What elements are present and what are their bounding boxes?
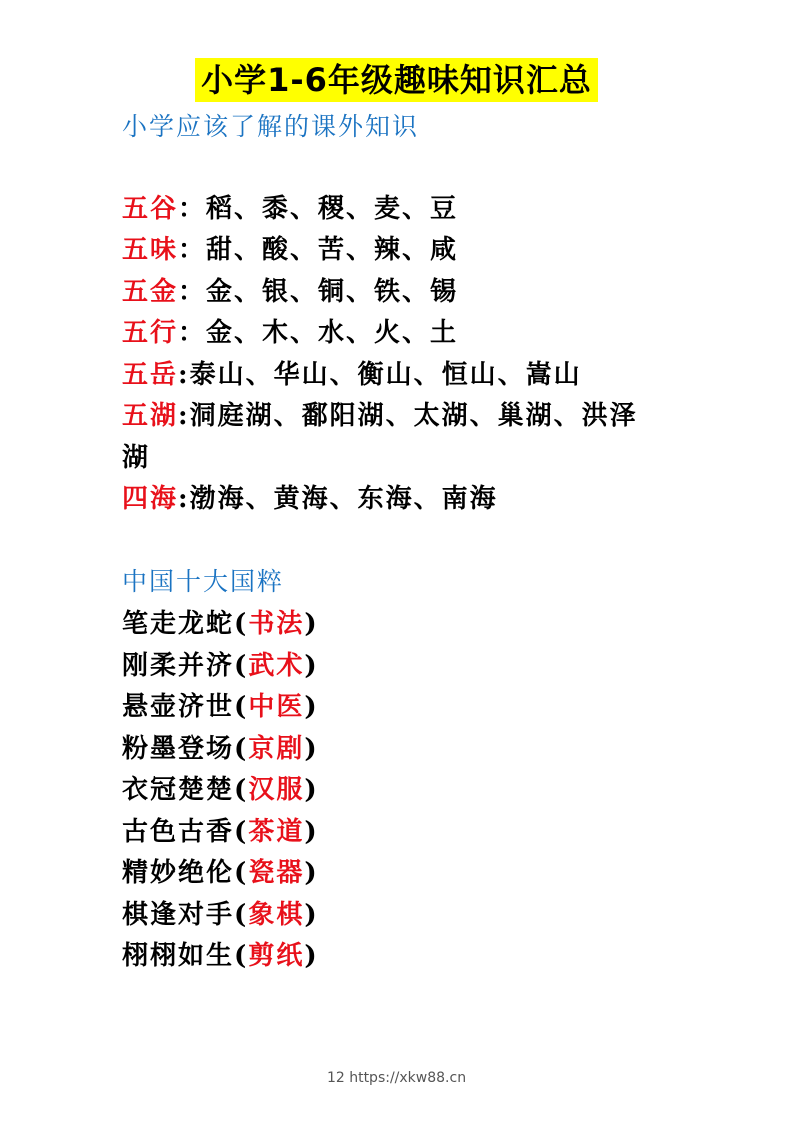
list-item [122, 274, 458, 310]
close-paren: ) [304, 692, 319, 722]
open-paren: ( [234, 651, 249, 681]
close-paren: ) [304, 817, 319, 847]
answer: 京剧 [248, 734, 305, 764]
list-item-continuation: 湖 [122, 443, 151, 473]
phrase: 古色古香 [122, 817, 235, 847]
term: 五味 [122, 235, 179, 265]
open-paren: ( [234, 858, 249, 888]
open-paren: ( [234, 692, 249, 722]
page-title: 小学1-6年级趣味知识汇总 [195, 58, 598, 102]
answer: 瓷器 [248, 858, 305, 888]
close-paren: ) [304, 941, 319, 971]
value: 金、木、水、火、土 [206, 318, 459, 348]
term: 五谷 [122, 194, 179, 224]
list-item [122, 481, 498, 517]
value: 甜、酸、苦、辣、咸 [206, 235, 459, 265]
list-item [122, 357, 582, 393]
phrase: 衣冠楚楚 [122, 775, 235, 805]
open-paren: ( [234, 734, 249, 764]
value: 稻、黍、稷、麦、豆 [206, 194, 459, 224]
value: 泰山、华山、衡山、恒山、嵩山 [189, 360, 582, 390]
separator: : [178, 360, 190, 390]
answer: 中医 [248, 692, 305, 722]
open-paren: ( [234, 775, 249, 805]
title-wrap [0, 58, 793, 102]
value: 金、银、铜、铁、锡 [206, 277, 459, 307]
list-item [122, 315, 458, 351]
phrase: 笔走龙蛇 [122, 609, 235, 639]
answer: 汉服 [248, 775, 305, 805]
list-item [122, 897, 319, 933]
answer: 书法 [248, 609, 305, 639]
term: 五行 [122, 318, 179, 348]
phrase: 粉墨登场 [122, 734, 235, 764]
separator: ： [178, 318, 207, 348]
page-footer: 12 https://xkw88.cn [326, 1070, 467, 1086]
separator: ： [178, 277, 207, 307]
list-item [122, 814, 319, 850]
term: 五金 [122, 277, 179, 307]
list-item [122, 689, 319, 725]
close-paren: ) [304, 609, 319, 639]
separator: : [178, 401, 190, 431]
section-heading-extracurricular: 小学应该了解的课外知识 [122, 112, 420, 141]
list-item [122, 648, 319, 684]
open-paren: ( [234, 817, 249, 847]
close-paren: ) [304, 734, 319, 764]
phrase: 刚柔并济 [122, 651, 235, 681]
list-item [122, 232, 458, 268]
phrase: 棋逢对手 [122, 900, 235, 930]
term: 五岳 [122, 360, 179, 390]
term: 四海 [122, 484, 179, 514]
separator: : [178, 484, 190, 514]
list-item [122, 731, 319, 767]
close-paren: ) [304, 651, 319, 681]
close-paren: ) [304, 775, 319, 805]
close-paren: ) [304, 900, 319, 930]
open-paren: ( [234, 609, 249, 639]
answer: 象棋 [248, 900, 305, 930]
phrase: 悬壶济世 [122, 692, 235, 722]
list-item [122, 938, 319, 974]
list-item [122, 606, 319, 642]
value: 渤海、黄海、东海、南海 [189, 484, 498, 514]
list-item [122, 772, 319, 808]
list-item [122, 855, 319, 891]
close-paren: ) [304, 858, 319, 888]
list-item [122, 191, 458, 227]
section-heading-quintessence: 中国十大国粹 [122, 567, 285, 596]
answer: 茶道 [248, 817, 305, 847]
list-item [122, 398, 638, 434]
open-paren: ( [234, 900, 249, 930]
phrase: 精妙绝伦 [122, 858, 235, 888]
answer: 剪纸 [248, 941, 305, 971]
open-paren: ( [234, 941, 249, 971]
answer: 武术 [248, 651, 305, 681]
value: 洞庭湖、鄱阳湖、太湖、巢湖、洪泽 [189, 401, 638, 431]
separator: ： [178, 235, 207, 265]
term: 五湖 [122, 401, 179, 431]
phrase: 栩栩如生 [122, 941, 235, 971]
separator: ： [178, 194, 207, 224]
